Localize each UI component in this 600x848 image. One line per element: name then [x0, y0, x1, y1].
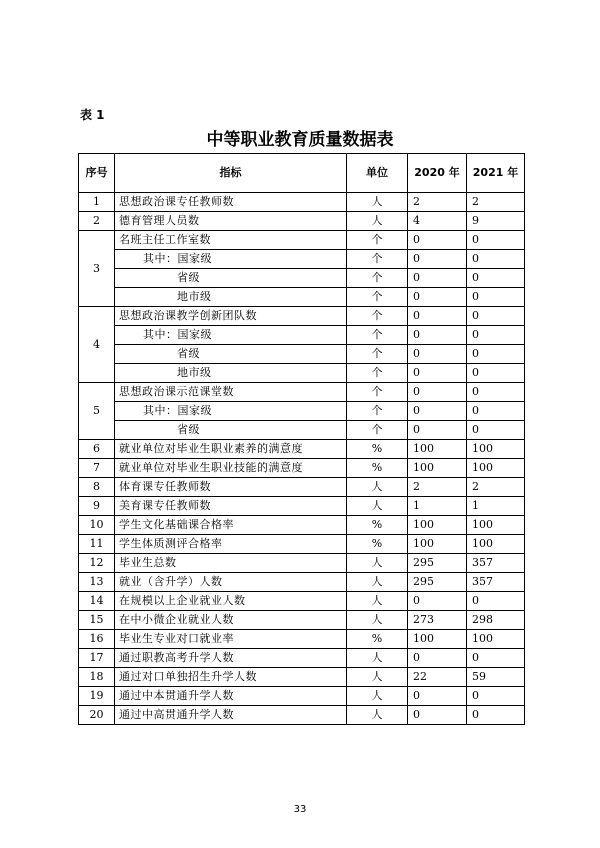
table-row: [79, 345, 525, 364]
row-indicator: 在规模以上企业就业人数: [115, 592, 347, 611]
row-no: 10: [79, 516, 115, 535]
row-value-2021: 0: [467, 421, 525, 440]
row-value-2020: 100: [408, 535, 467, 554]
row-value-2021: 357: [467, 554, 525, 573]
row-no: 5: [79, 383, 115, 440]
row-unit: %: [347, 459, 408, 478]
row-indicator: 思想政治课示范课堂数: [115, 383, 347, 402]
row-value-2020: 22: [408, 668, 467, 687]
row-value-2021: 9: [467, 212, 525, 231]
row-value-2021: 0: [467, 231, 525, 250]
row-unit: 个: [347, 421, 408, 440]
header-2020: 2020 年: [408, 154, 467, 193]
row-indicator: 学生体质测评合格率: [115, 535, 347, 554]
row-unit: %: [347, 516, 408, 535]
row-value-2020: 0: [408, 250, 467, 269]
row-value-2020: 0: [408, 402, 467, 421]
row-value-2020: 4: [408, 212, 467, 231]
row-value-2021: 0: [467, 649, 525, 668]
header-unit: 单位: [347, 154, 408, 193]
table-row: [79, 497, 525, 516]
row-value-2021: 0: [467, 592, 525, 611]
header-indicator: 指标: [115, 154, 347, 193]
row-value-2020: 0: [408, 231, 467, 250]
row-no: 17: [79, 649, 115, 668]
row-no: 11: [79, 535, 115, 554]
row-unit: 人: [347, 592, 408, 611]
row-value-2020: 2: [408, 478, 467, 497]
row-value-2021: 0: [467, 402, 525, 421]
row-no: 13: [79, 573, 115, 592]
row-value-2020: 0: [408, 307, 467, 326]
row-unit: 人: [347, 573, 408, 592]
row-indicator: 就业（含升学）人数: [115, 573, 347, 592]
row-indicator: 美育课专任教师数: [115, 497, 347, 516]
table-row: [79, 649, 525, 668]
quality-data-table: [78, 153, 525, 725]
row-value-2021: 2: [467, 193, 525, 212]
row-unit: 人: [347, 706, 408, 725]
row-unit: %: [347, 440, 408, 459]
row-value-2020: 100: [408, 630, 467, 649]
table-row: [79, 611, 525, 630]
row-value-2021: 1: [467, 497, 525, 516]
row-indicator: 就业单位对毕业生职业素养的满意度: [115, 440, 347, 459]
table-row: [79, 687, 525, 706]
table-row: [79, 269, 525, 288]
table-row: [79, 459, 525, 478]
row-unit: 个: [347, 402, 408, 421]
table-row: [79, 402, 525, 421]
table-row: [79, 440, 525, 459]
row-value-2021: 0: [467, 687, 525, 706]
row-value-2020: 0: [408, 687, 467, 706]
table-row: [79, 383, 525, 402]
row-indicator: 思想政治课专任教师数: [115, 193, 347, 212]
row-value-2021: 100: [467, 440, 525, 459]
row-no: 3: [79, 231, 115, 307]
row-indicator: 通过中高贯通升学人数: [115, 706, 347, 725]
row-unit: %: [347, 535, 408, 554]
row-value-2021: 0: [467, 326, 525, 345]
row-unit: 人: [347, 668, 408, 687]
row-unit: 人: [347, 497, 408, 516]
row-no: 9: [79, 497, 115, 516]
table-row: [79, 421, 525, 440]
row-no: 4: [79, 307, 115, 383]
row-indicator: 地市级: [115, 364, 347, 383]
table-row: [79, 668, 525, 687]
row-no: 16: [79, 630, 115, 649]
row-unit: 人: [347, 193, 408, 212]
row-indicator: 通过对口单独招生升学人数: [115, 668, 347, 687]
page-number: 33: [293, 804, 307, 815]
row-value-2020: 0: [408, 592, 467, 611]
row-indicator: 毕业生专业对口就业率: [115, 630, 347, 649]
row-unit: 人: [347, 611, 408, 630]
row-no: 1: [79, 193, 115, 212]
row-value-2020: 0: [408, 649, 467, 668]
row-indicator: 省级: [115, 421, 347, 440]
row-value-2021: 100: [467, 459, 525, 478]
row-value-2020: 295: [408, 554, 467, 573]
row-indicator: 德育管理人员数: [115, 212, 347, 231]
row-value-2021: 298: [467, 611, 525, 630]
table-row: [79, 193, 525, 212]
row-value-2021: 100: [467, 535, 525, 554]
row-value-2020: 0: [408, 288, 467, 307]
row-unit: 人: [347, 478, 408, 497]
table-row: [79, 288, 525, 307]
row-no: 19: [79, 687, 115, 706]
table-row: [79, 592, 525, 611]
row-unit: 人: [347, 687, 408, 706]
row-value-2021: 100: [467, 630, 525, 649]
row-value-2021: 100: [467, 516, 525, 535]
row-no: 12: [79, 554, 115, 573]
table-row: [79, 516, 525, 535]
table-row: [79, 231, 525, 250]
table-row: [79, 364, 525, 383]
row-no: 7: [79, 459, 115, 478]
table-row: [79, 307, 525, 326]
row-indicator: 名班主任工作室数: [115, 231, 347, 250]
row-value-2020: 0: [408, 364, 467, 383]
row-value-2020: 0: [408, 421, 467, 440]
row-no: 14: [79, 592, 115, 611]
row-indicator: 地市级: [115, 288, 347, 307]
row-value-2021: 59: [467, 668, 525, 687]
row-unit: 个: [347, 345, 408, 364]
row-indicator: 其中：国家级: [115, 326, 347, 345]
row-indicator: 毕业生总数: [115, 554, 347, 573]
table-row: [79, 250, 525, 269]
row-unit: 人: [347, 649, 408, 668]
row-value-2021: 0: [467, 345, 525, 364]
row-indicator: 其中：国家级: [115, 250, 347, 269]
row-unit: 个: [347, 288, 408, 307]
row-unit: %: [347, 630, 408, 649]
row-indicator: 通过中本贯通升学人数: [115, 687, 347, 706]
table-row: [79, 554, 525, 573]
row-indicator: 学生文化基础课合格率: [115, 516, 347, 535]
row-no: 2: [79, 212, 115, 231]
table-title: 中等职业教育质量数据表: [206, 130, 394, 150]
row-value-2020: 0: [408, 326, 467, 345]
row-value-2020: 1: [408, 497, 467, 516]
row-indicator: 在中小微企业就业人数: [115, 611, 347, 630]
row-value-2021: 0: [467, 288, 525, 307]
row-value-2020: 2: [408, 193, 467, 212]
row-value-2020: 0: [408, 345, 467, 364]
table-label: 表 1: [80, 108, 105, 122]
row-value-2020: 295: [408, 573, 467, 592]
row-unit: 个: [347, 269, 408, 288]
row-value-2021: 0: [467, 364, 525, 383]
table-row: [79, 573, 525, 592]
row-indicator: 省级: [115, 269, 347, 288]
table-header-row: [79, 154, 525, 193]
row-no: 6: [79, 440, 115, 459]
table-row: [79, 326, 525, 345]
row-value-2021: 0: [467, 706, 525, 725]
row-no: 20: [79, 706, 115, 725]
row-value-2021: 0: [467, 383, 525, 402]
table-row: [79, 535, 525, 554]
row-no: 18: [79, 668, 115, 687]
row-no: 15: [79, 611, 115, 630]
row-value-2020: 0: [408, 269, 467, 288]
row-unit: 个: [347, 231, 408, 250]
table-row: [79, 630, 525, 649]
row-indicator: 就业单位对毕业生职业技能的满意度: [115, 459, 347, 478]
row-value-2020: 100: [408, 516, 467, 535]
row-unit: 人: [347, 554, 408, 573]
row-unit: 个: [347, 307, 408, 326]
row-value-2020: 0: [408, 706, 467, 725]
table-row: [79, 478, 525, 497]
row-value-2020: 100: [408, 459, 467, 478]
table-row: [79, 212, 525, 231]
row-unit: 人: [347, 212, 408, 231]
row-value-2020: 100: [408, 440, 467, 459]
row-value-2020: 0: [408, 383, 467, 402]
row-unit: 个: [347, 250, 408, 269]
row-value-2020: 273: [408, 611, 467, 630]
row-indicator: 思想政治课教学创新团队数: [115, 307, 347, 326]
row-value-2021: 2: [467, 478, 525, 497]
row-unit: 个: [347, 364, 408, 383]
row-value-2021: 0: [467, 269, 525, 288]
header-2021: 2021 年: [467, 154, 525, 193]
row-unit: 个: [347, 383, 408, 402]
row-value-2021: 0: [467, 250, 525, 269]
row-indicator: 省级: [115, 345, 347, 364]
row-indicator: 体育课专任教师数: [115, 478, 347, 497]
row-value-2021: 357: [467, 573, 525, 592]
row-value-2021: 0: [467, 307, 525, 326]
header-no: 序号: [79, 154, 115, 193]
row-indicator: 其中：国家级: [115, 402, 347, 421]
row-unit: 个: [347, 326, 408, 345]
row-no: 8: [79, 478, 115, 497]
row-indicator: 通过职教高考升学人数: [115, 649, 347, 668]
table-row: [79, 706, 525, 725]
